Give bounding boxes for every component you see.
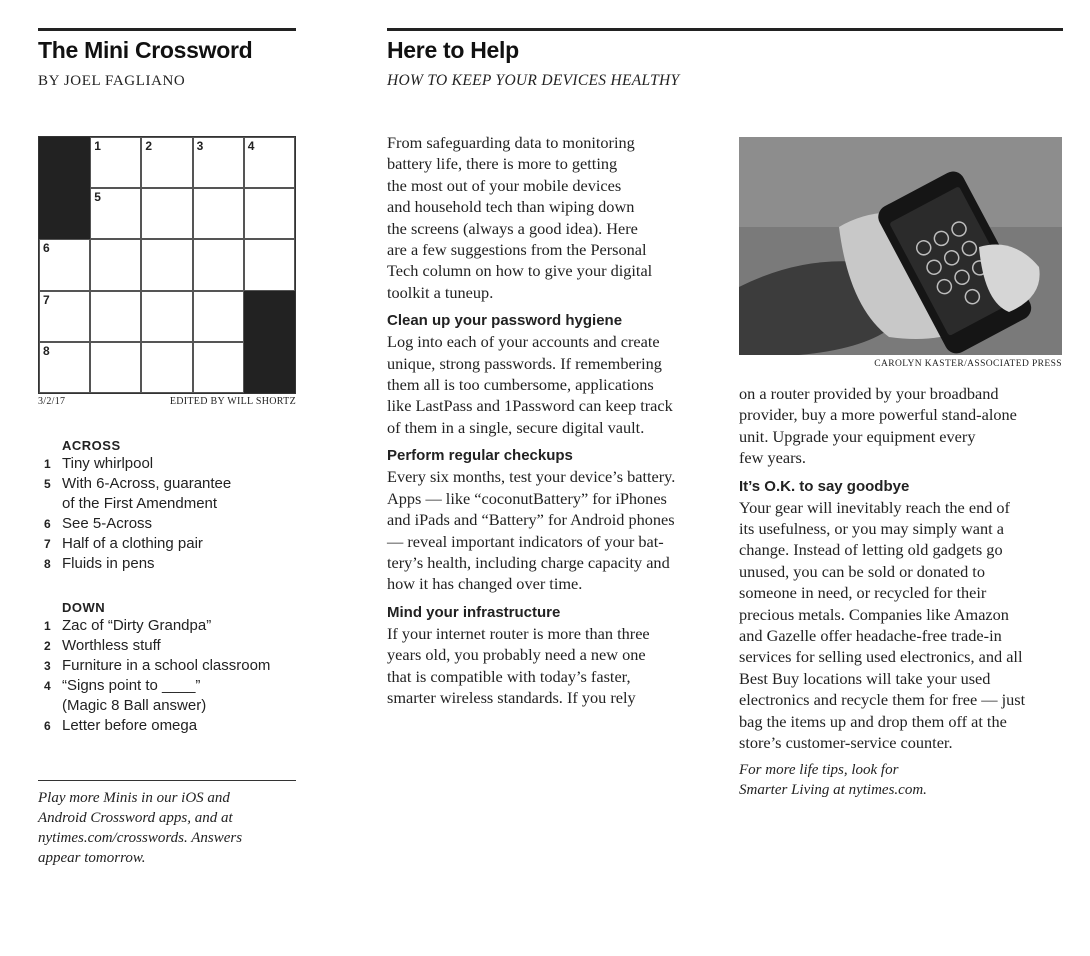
section-line: like LastPass and 1Password can keep track	[387, 396, 673, 416]
section-line: Apps — like “coconutBattery” for iPhones	[387, 488, 667, 508]
grid-cell	[193, 137, 244, 188]
grid-cell	[141, 188, 192, 239]
promo-divider	[38, 780, 296, 781]
grid-cell	[90, 188, 141, 239]
down-clue	[38, 636, 308, 656]
section-line: change. Instead of letting old gadgets go	[739, 540, 1003, 560]
continued-line: provider, buy a more powerful stand-alone	[739, 405, 1017, 425]
across-clue-list	[38, 454, 308, 574]
cell-number: 1	[94, 139, 101, 153]
down-clue	[38, 716, 308, 736]
grid-cell	[141, 239, 192, 290]
intro-line: the most out of your mobile devices	[387, 175, 622, 195]
grid-black-square	[244, 342, 295, 393]
promo-line: Android Crossword apps, and at	[38, 810, 233, 826]
section-line: and Gazelle offer headache-free trade-in	[739, 626, 1002, 646]
section-line: that is compatible with today’s faster,	[387, 666, 631, 686]
cell-number: 7	[43, 292, 50, 307]
grid-cell	[90, 137, 141, 188]
across-clue	[38, 494, 308, 514]
clue-text: Fluids in pens	[62, 555, 155, 572]
intro-line: battery life, there is more to getting	[387, 154, 618, 174]
clue-number: 1	[44, 619, 51, 633]
crossword-byline: BY JOEL FAGLIANO	[38, 73, 186, 89]
cell-number: 5	[94, 190, 101, 205]
grid-black-square	[39, 137, 90, 188]
intro-line: and household tech than wiping down	[387, 197, 635, 217]
down-clue	[38, 696, 308, 716]
clue-number: 5	[44, 477, 51, 491]
grid-cell	[193, 239, 244, 290]
intro-line: From safeguarding data to monitoring	[387, 133, 635, 152]
clue-number: 1	[44, 457, 51, 471]
clue-text: Half of a clothing pair	[62, 535, 203, 552]
cell-number: 4	[247, 139, 255, 153]
section-line: bag the items up and drop them off at the	[739, 711, 1007, 731]
intro-line: are a few suggestions from the Personal	[387, 240, 647, 260]
section-line: Your gear will inevitably reach the end of	[739, 497, 1010, 517]
down-heading: DOWN	[62, 600, 106, 615]
crossword-promo	[38, 788, 278, 868]
section-line: and iPads and “Battery” for Android phones	[387, 510, 675, 530]
more-line: Smarter Living at nytimes.com.	[739, 782, 927, 798]
down-clue	[38, 656, 308, 676]
clue-text: “Signs point to ____”	[62, 677, 201, 694]
cell-number: 3	[196, 139, 204, 153]
section-line: services for selling used electronics, and all	[739, 647, 1023, 667]
section-line: store’s customer-service counter.	[739, 733, 953, 753]
section-heading: Clean up your password hygiene	[387, 312, 623, 330]
continued-line: unit. Upgrade your equipment every	[739, 426, 976, 446]
section-line: unused, you can be sold or donated to	[739, 561, 985, 581]
across-clue	[38, 474, 308, 494]
article-column-2	[739, 383, 1079, 754]
cell-number: 2	[145, 139, 153, 153]
clue-text: Letter before omega	[62, 717, 198, 734]
clue-number: 8	[44, 557, 51, 571]
clue-number: 6	[44, 517, 51, 531]
grid-cell	[244, 239, 295, 290]
grid-cell	[39, 342, 90, 393]
grid-cell	[90, 239, 141, 290]
promo-line: Play more Minis in our iOS and	[38, 790, 230, 806]
continued-line: on a router provided by your broadband	[739, 384, 999, 403]
crossword-editor: EDITED BY WILL SHORTZ	[169, 396, 296, 407]
grid-cell	[90, 291, 141, 342]
grid-cell	[39, 291, 90, 342]
grid-cell	[193, 291, 244, 342]
section-line: electronics and recycle them for free — just	[739, 690, 1026, 710]
promo-line: nytimes.com/crosswords. Answers	[38, 830, 243, 846]
more-tips-note	[739, 760, 927, 800]
clue-text: of the First Amendment	[62, 495, 218, 512]
grid-cell	[193, 188, 244, 239]
clue-text: Zac of “Dirty Grandpa”	[62, 617, 212, 634]
section-line: Every six months, test your device’s battery.	[387, 467, 676, 487]
article-column-1	[387, 132, 727, 708]
continued-line: few years.	[739, 448, 806, 468]
grid-cell	[244, 137, 295, 188]
clue-text: With 6-Across, guarantee	[62, 475, 232, 492]
section-line: tery’s health, including charge capacity and	[387, 552, 670, 572]
grid-black-square	[39, 188, 90, 239]
grid-cell	[244, 188, 295, 239]
section-heading: It’s O.K. to say goodbye	[739, 477, 910, 495]
down-clue	[38, 616, 308, 636]
across-clue	[38, 534, 308, 554]
photo-credit: CAROLYN KASTER/ASSOCIATED PRESS	[874, 359, 1062, 369]
section-heading: Perform regular checkups	[387, 447, 573, 465]
down-clue-list	[38, 616, 308, 736]
intro-line: toolkit a tuneup.	[387, 282, 494, 302]
across-clue	[38, 454, 308, 474]
across-clue	[38, 554, 308, 574]
clue-number	[38, 494, 62, 514]
across-heading: ACROSS	[62, 438, 121, 453]
crossword-title: The Mini Crossword	[38, 37, 253, 63]
grid-cell	[141, 342, 192, 393]
grid-cell	[39, 239, 90, 290]
section-line: someone in need, or recycled for their	[739, 583, 987, 603]
cell-number: 6	[43, 241, 50, 256]
article-kicker: HOW TO KEEP YOUR DEVICES HEALTHY	[387, 72, 680, 89]
crossword-grid	[38, 136, 296, 394]
section-line: precious metals. Companies like Amazon	[739, 604, 1009, 624]
section-heading: Mind your infrastructure	[387, 603, 561, 621]
clue-text: (Magic 8 Ball answer)	[62, 697, 207, 714]
phone-photo	[739, 137, 1062, 355]
section-line: how it has changed over time.	[387, 574, 583, 594]
clue-text: Tiny whirlpool	[62, 455, 154, 472]
intro-line: the screens (always a good idea). Here	[387, 218, 638, 238]
grid-cell	[141, 291, 192, 342]
section-line: Best Buy locations will take your used	[739, 668, 991, 688]
article-top-rule	[387, 28, 1063, 31]
clue-number: 7	[44, 537, 51, 551]
section-line: If your internet router is more than three	[387, 623, 650, 643]
clue-number	[38, 696, 62, 716]
section-line: of them in a single, secure digital vault.	[387, 417, 645, 437]
cell-number: 8	[43, 343, 50, 358]
section-line: — reveal important indicators of your bat-	[387, 531, 664, 551]
clue-number: 3	[44, 659, 51, 673]
section-line: Log into each of your accounts and create	[387, 332, 660, 352]
promo-line: appear tomorrow.	[38, 850, 146, 866]
crossword-date: 3/2/17	[38, 396, 66, 407]
grid-cell	[90, 342, 141, 393]
grid-black-square	[244, 291, 295, 342]
across-clue	[38, 514, 308, 534]
clue-text: Worthless stuff	[62, 637, 161, 654]
section-line: unique, strong passwords. If remembering	[387, 353, 662, 373]
clue-number: 4	[44, 679, 51, 693]
section-line: smarter wireless standards. If you rely	[387, 687, 636, 707]
section-line: them all is too cumbersome, applications	[387, 375, 654, 395]
clue-number: 2	[44, 639, 51, 653]
section-line: its usefulness, or you may simply want a	[739, 519, 1004, 539]
more-line: For more life tips, look for	[739, 762, 899, 778]
clue-text: See 5-Across	[62, 515, 153, 532]
section-line: years old, you probably need a new one	[387, 645, 646, 665]
crossword-top-rule	[38, 28, 296, 31]
clue-number: 6	[44, 719, 51, 733]
grid-cell	[141, 137, 192, 188]
grid-cell	[193, 342, 244, 393]
clue-text: Furniture in a school classroom	[62, 657, 271, 674]
hand-holding-phone-image	[739, 137, 1062, 355]
down-clue	[38, 676, 308, 696]
article-title: Here to Help	[387, 37, 519, 63]
intro-line: Tech column on how to give your digital	[387, 261, 653, 281]
